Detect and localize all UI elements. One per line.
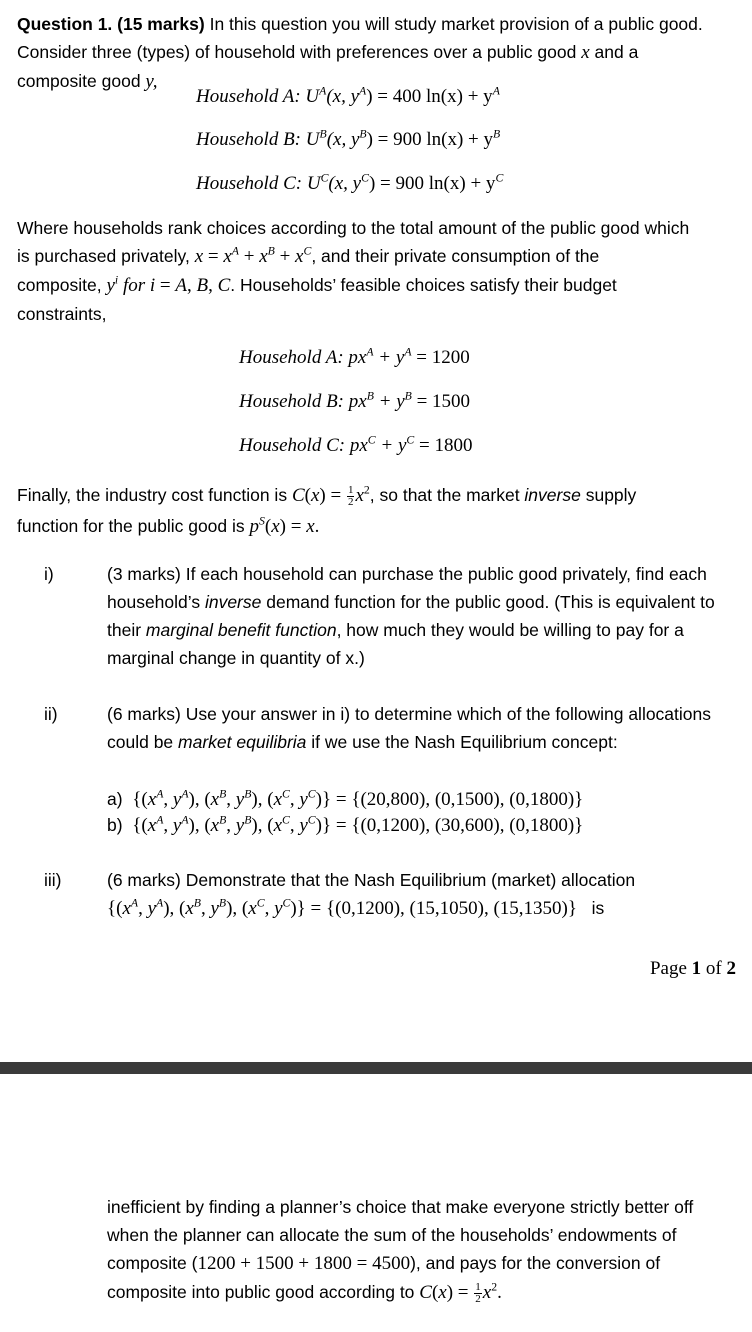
part-i-text: (3 marks) If each household can purchase the public good privately, find each household’s inverse demand function for the public good. (This is equivalent to their marginal benefit function, how much they would be willing to pay for a marginal change in quantity of x.)	[107, 564, 715, 668]
utility-eq-b: Household B: $U^B(x$, $y^B) = 900$ $\ln(x) + y^B$	[196, 127, 501, 150]
budget-eq-c: Household C: $px^C + y^C = 1800$	[239, 433, 473, 456]
part-iii-text: (6 marks) Demonstrate that the Nash Equilibrium (market) allocation	[107, 870, 636, 890]
question-heading: Question 1. (15 marks)	[17, 14, 205, 34]
option-a: a) {($x^A$, $y^A$), ($x^B$, $y^B$), ($x^C$, $y^C)\} = \{(20,800)$, (0,1500), (0,1800)}	[107, 787, 584, 810]
utility-eq-a: Household A: $U^A(x$, $y^A) = 400$ $\ln(x) + y^A$	[196, 84, 500, 107]
continuation-text: inefficient by finding a planner’s choice that make everyone strictly better off when the planner can allocate the sum of the households’ endowments of composite (1200 + 1500 + 1800 = 4500), and pays for the conversion of composite into public good according to C(x) = $\frac{1}{2}$ $x^2$.	[107, 1197, 694, 1306]
page-number: Page 1 of 2	[649, 958, 736, 979]
budget-eq-b: Household B: $px^B + y^B = 1500$	[239, 389, 471, 412]
page-break-divider	[0, 1062, 752, 1074]
utility-eq-c: Household C: $U^C(x$, $y^C) = 900$ $\ln(x) + y^C$	[196, 171, 504, 194]
option-b: b) {($x^A$, $y^A$), ($x^B$, $y^B$), ($x^C$, $y^C)\} = \{(0,1200)$, (30,600), (0,1800)}	[107, 813, 584, 836]
part-i-number: i)	[44, 564, 54, 584]
part-iii-number: iii)	[44, 870, 62, 890]
part-ii-text: (6 marks) Use your answer in i) to determine which of the following allocations could be market equilibria if we use the Nash Equilibrium concept:	[107, 704, 712, 752]
ne-allocation: {($x^A$, $y^A$), ($x^B$, $y^B$), ($x^C$, $y^C)\} = \{(0,1200)$, (15,1050), (15,1350)} is	[107, 896, 605, 919]
ranking-paragraph: Where households rank choices according to the total amount of the public good which is purchased privately, $x = x^A + x^B + x^C$, and their private consumption of the composite, $y^i$ for i = A, B, C. Households’ feasible choices satisfy their budget constraints,	[17, 218, 690, 324]
budget-eq-a: Household A: $px^A + y^A = 1200$	[239, 345, 470, 368]
cost-paragraph: Finally, the industry cost function is C(x) = $\frac{1}{2}$ $x^2$, so that the market inverse supply function for the public good is $p^S(x) = x$.	[17, 483, 637, 537]
part-ii-number: ii)	[44, 704, 58, 724]
intro-paragraph: Question 1. (15 marks) In this question you will study market provision of a public good. Consider three (types) of household with preferences over a public good x and a composite good y,	[17, 14, 703, 92]
